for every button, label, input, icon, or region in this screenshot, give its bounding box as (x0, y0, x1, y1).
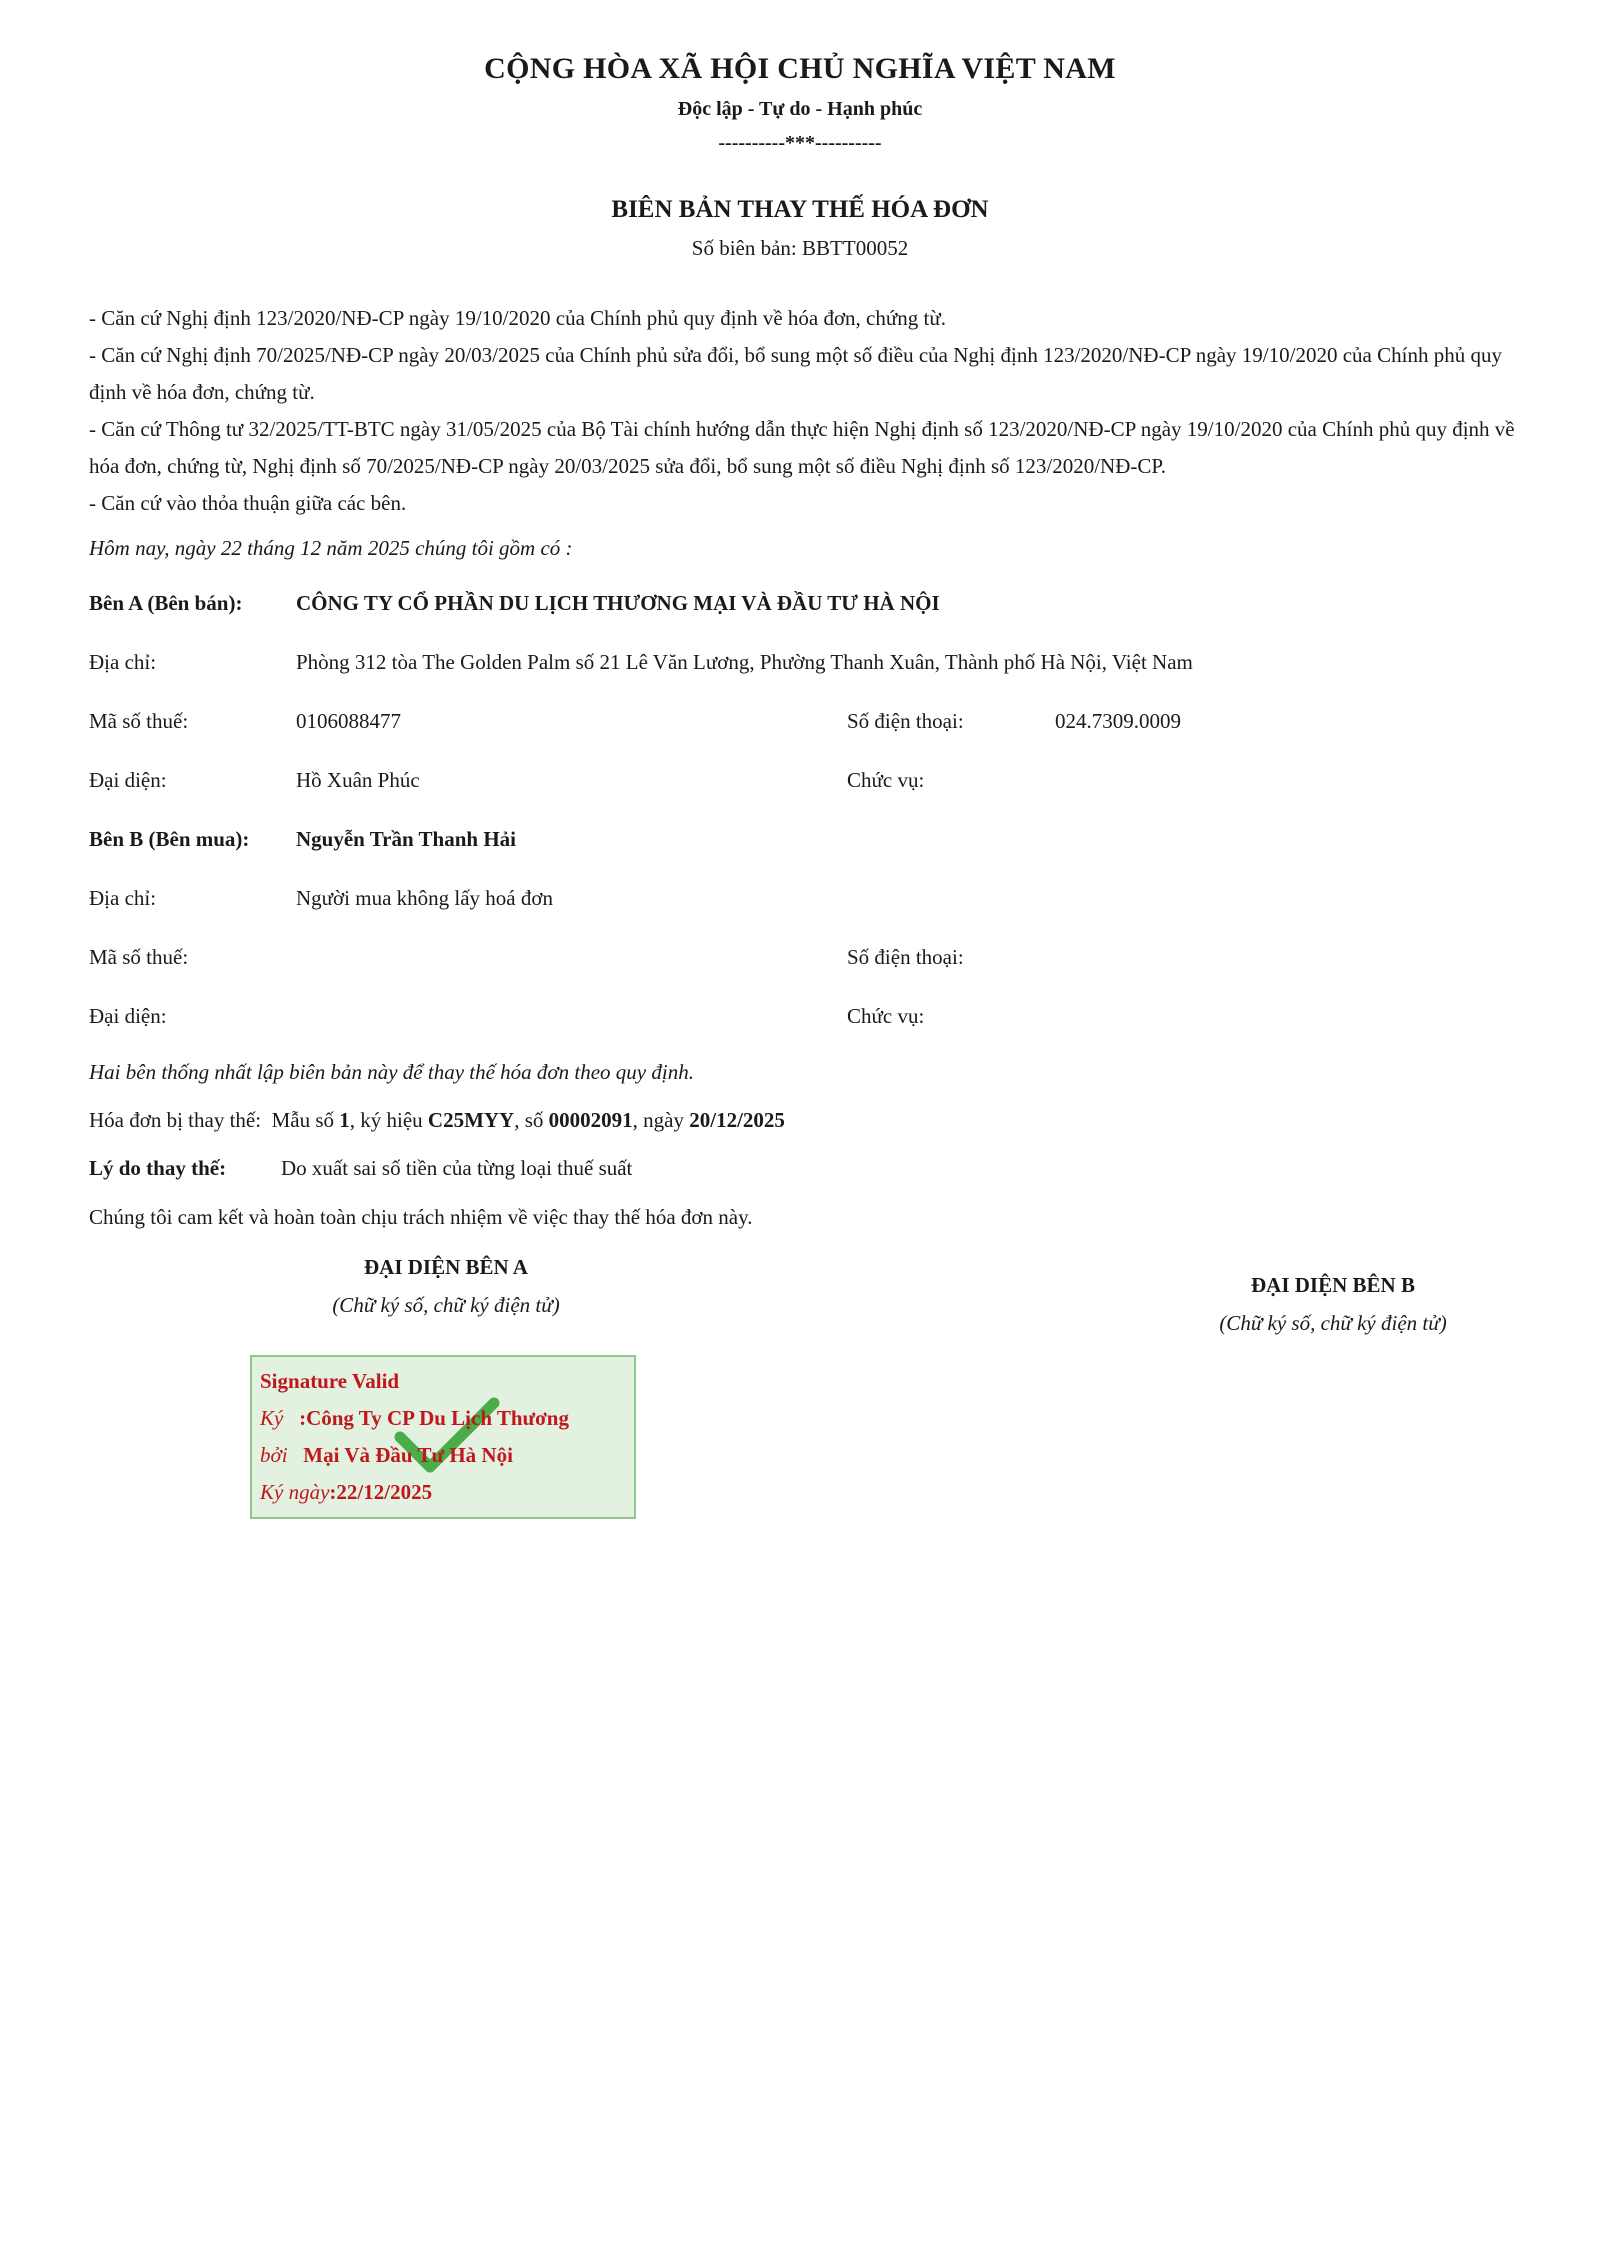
signed-by-label: Ký (260, 1406, 284, 1430)
party-a-phone-label: Số điện thoại: (847, 709, 964, 733)
document-title: BIÊN BẢN THAY THẾ HÓA ĐƠN (611, 196, 989, 223)
basis-item: - Căn cứ vào thỏa thuận giữa các bên. (89, 491, 407, 515)
invoice-number: 00002091 (548, 1108, 633, 1132)
party-a-name: CÔNG TY CỔ PHẦN DU LỊCH THƯƠNG MẠI VÀ ĐẦU TƯ HÀ NỘI (296, 591, 940, 615)
party-b-position-label: Chức vụ: (847, 1004, 925, 1028)
legal-basis (89, 300, 1529, 522)
basis-item: - Căn cứ Thông tư 32/2025/TT-BTC ngày 31/05/2025 của Bộ Tài chính hướng dẫn thực hiện Nghị định số 123/2020/NĐ-CP ngày 19/10/2020 của Chính phủ quy định về hóa đơn, chứng từ, Nghị định số 70/2025/NĐ-CP ngày 20/03/2025 sửa đổi, bổ sung một số điều Nghị định số 123/2020/NĐ-CP. (89, 417, 1515, 478)
commitment-line: Chúng tôi cam kết và hoàn toàn chịu trách nhiệm về việc thay thế hóa đơn này. (89, 1205, 753, 1229)
party-a-position-label: Chức vụ: (847, 768, 925, 792)
basis-item: - Căn cứ Nghị định 123/2020/NĐ-CP ngày 19/10/2020 của Chính phủ quy định về hóa đơn, chứng từ. (89, 306, 946, 330)
party-b-phone-label: Số điện thoại: (847, 945, 964, 969)
motto: Độc lập - Tự do - Hạnh phúc (677, 98, 923, 120)
party-b-rep-label: Đại diện: (89, 1004, 167, 1028)
party-b-tax-label: Mã số thuế: (89, 945, 189, 969)
party-b-label: Bên B (Bên mua): (89, 827, 250, 851)
invoice-symbol: C25MYY (427, 1108, 515, 1132)
party-b-name: Nguyễn Trần Thanh Hải (296, 827, 516, 851)
party-a-signature-note: (Chữ ký số, chữ ký điện tử) (332, 1293, 560, 1317)
reason-label: Lý do thay thế: (89, 1156, 227, 1180)
party-b-address: Người mua không lấy hoá đơn (296, 886, 553, 910)
form-text: Mẫu số (271, 1108, 334, 1132)
reason-value: Do xuất sai số tiền của từng loại thuế suất (281, 1156, 633, 1180)
signing-date: :22/12/2025 (329, 1480, 433, 1504)
signer-name-2: Mại Và Đầu Tư Hà Nội (303, 1443, 513, 1467)
signer-line-2 (260, 1443, 513, 1468)
number-text: , số (514, 1108, 544, 1132)
signed-by-label-2: bởi (260, 1443, 288, 1467)
signing-date-line (260, 1480, 432, 1505)
party-a-label: Bên A (Bên bán): (89, 591, 243, 615)
document-number: Số biên bản: BBTT00052 (691, 236, 909, 260)
party-a-rep: Hồ Xuân Phúc (296, 768, 420, 792)
replaced-invoice-line (89, 1108, 785, 1133)
party-a-rep-label: Đại diện: (89, 768, 167, 792)
party-b-signature-title: ĐẠI DIỆN BÊN B (1251, 1273, 1415, 1297)
party-a-address-label: Địa chỉ: (89, 650, 157, 674)
party-a-tax: 0106088477 (296, 709, 401, 733)
symbol-text: , ký hiệu (349, 1108, 423, 1132)
separator: ----------***---------- (718, 132, 882, 154)
party-a-signature-title: ĐẠI DIỆN BÊN A (364, 1255, 528, 1279)
replaced-invoice-label: Hóa đơn bị thay thế: (89, 1108, 262, 1132)
nation-heading: CỘNG HÒA XÃ HỘI CHỦ NGHĨA VIỆT NAM (484, 52, 1116, 85)
date-text: , ngày (632, 1108, 684, 1132)
signer-name-1: :Công Ty CP Du Lịch Thương (299, 1406, 569, 1430)
party-b-signature-note: (Chữ ký số, chữ ký điện tử) (1219, 1311, 1447, 1335)
agreement-line: Hai bên thống nhất lập biên bản này để thay thế hóa đơn theo quy định. (89, 1060, 694, 1084)
signing-date-label: Ký ngày (260, 1480, 330, 1504)
party-a-phone: 024.7309.0009 (1055, 709, 1181, 733)
digital-signature-stamp[interactable] (250, 1355, 636, 1519)
invoice-form: 1 (339, 1108, 350, 1132)
basis-item: - Căn cứ Nghị định 70/2025/NĐ-CP ngày 20/03/2025 của Chính phủ sửa đổi, bổ sung một số điều của Nghị định 123/2020/NĐ-CP ngày 19/10/2020 của Chính phủ quy định về hóa đơn, chứng từ. (89, 343, 1502, 404)
party-a-tax-label: Mã số thuế: (89, 709, 189, 733)
intro-line: Hôm nay, ngày 22 tháng 12 năm 2025 chúng tôi gồm có : (89, 536, 573, 560)
invoice-date: 20/12/2025 (689, 1108, 785, 1132)
signature-status: Signature Valid (260, 1369, 400, 1393)
signer-line-1 (260, 1406, 569, 1431)
party-b-address-label: Địa chỉ: (89, 886, 157, 910)
party-a-address: Phòng 312 tòa The Golden Palm số 21 Lê Văn Lương, Phường Thanh Xuân, Thành phố Hà Nội, Việt Nam (296, 650, 1193, 674)
